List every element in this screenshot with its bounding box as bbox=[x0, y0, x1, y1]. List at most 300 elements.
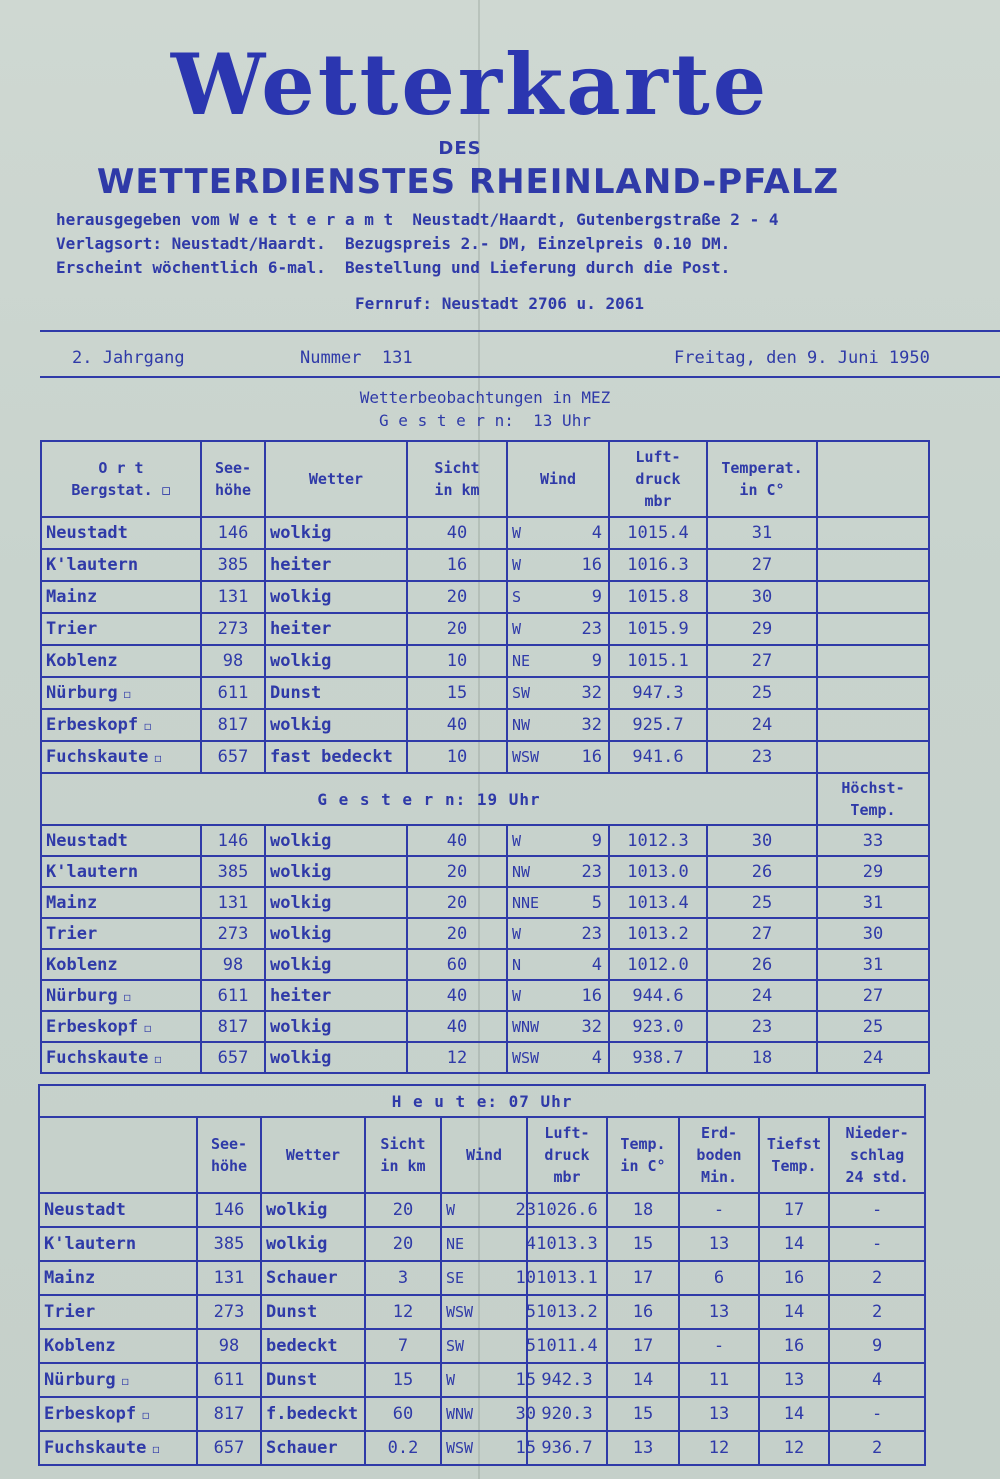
wind-speed: 15 bbox=[515, 1370, 536, 1390]
temperature-cell: 18 bbox=[607, 1193, 679, 1227]
station-name bbox=[41, 887, 201, 918]
table-row bbox=[41, 613, 929, 645]
visibility-cell: 3 bbox=[365, 1261, 441, 1295]
elevation-cell: 273 bbox=[197, 1295, 261, 1329]
wind-speed: 4 bbox=[591, 1047, 602, 1068]
nieder-cell: - bbox=[829, 1397, 925, 1431]
temperature-cell: 31 bbox=[707, 517, 817, 549]
temperature-cell: 23 bbox=[707, 741, 817, 773]
table-row bbox=[39, 1363, 925, 1397]
visibility-cell: 10 bbox=[407, 645, 507, 677]
elevation-cell: 146 bbox=[201, 825, 265, 856]
wind-cell bbox=[507, 645, 609, 677]
hoechst-cell: 24 bbox=[817, 1042, 929, 1073]
pressure-cell: 1012.0 bbox=[609, 949, 707, 980]
pressure-cell: 944.6 bbox=[609, 980, 707, 1011]
station-name bbox=[41, 856, 201, 887]
visibility-cell: 10 bbox=[407, 741, 507, 773]
visibility-cell: 40 bbox=[407, 1011, 507, 1042]
observations-heading: Wetterbeobachtungen in MEZ bbox=[359, 388, 611, 407]
weather-cell: Dunst bbox=[261, 1295, 365, 1329]
temperature-cell: 26 bbox=[707, 856, 817, 887]
wind-cell bbox=[441, 1227, 536, 1261]
station-name bbox=[39, 1193, 197, 1227]
visibility-cell: 0.2 bbox=[365, 1431, 441, 1465]
visibility-cell: 20 bbox=[407, 887, 507, 918]
wind-speed: 32 bbox=[581, 715, 602, 735]
wind-cell bbox=[507, 709, 609, 741]
col-ort-line1: O r t bbox=[98, 459, 144, 477]
wind-cell bbox=[507, 949, 609, 980]
empty-cell bbox=[817, 645, 929, 677]
wind-direction: W bbox=[512, 524, 522, 542]
station-label: Mainz bbox=[46, 587, 98, 607]
temperature-cell: 27 bbox=[707, 645, 817, 677]
page-title: Wetterkarte bbox=[170, 35, 770, 134]
phone-line: Fernruf: Neustadt 2706 u. 2061 bbox=[355, 294, 644, 313]
pressure-cell: 923.0 bbox=[609, 1011, 707, 1042]
wind-direction: W bbox=[512, 986, 522, 1005]
wind-direction: S bbox=[512, 588, 522, 606]
pressure-cell: 1026.6 bbox=[527, 1193, 607, 1227]
weather-cell: wolkig bbox=[265, 918, 407, 949]
col-seehoehe: See- höhe bbox=[201, 441, 265, 517]
wind-speed: 16 bbox=[581, 985, 602, 1006]
station-label: Fuchskaute bbox=[44, 1438, 147, 1458]
erd-cell: 6 bbox=[679, 1261, 759, 1295]
elevation-cell: 146 bbox=[197, 1193, 261, 1227]
station-label: Koblenz bbox=[46, 954, 118, 975]
nieder-cell: - bbox=[829, 1227, 925, 1261]
station-name bbox=[41, 825, 201, 856]
pressure-cell: 947.3 bbox=[609, 677, 707, 709]
station-name bbox=[41, 709, 201, 741]
erd-cell: 13 bbox=[679, 1227, 759, 1261]
table-row bbox=[41, 709, 929, 741]
hoechst-cell: 27 bbox=[817, 980, 929, 1011]
wind-direction: SW bbox=[446, 1337, 465, 1355]
wind-speed: 16 bbox=[581, 747, 602, 767]
wind-cell bbox=[441, 1329, 536, 1363]
station-label: Neustadt bbox=[46, 830, 128, 851]
hoechst-cell: 29 bbox=[817, 856, 929, 887]
mountain-station-marker: ◻ bbox=[144, 1020, 152, 1035]
col-wetter: Wetter bbox=[265, 441, 407, 517]
col3-wind: Wind bbox=[441, 1117, 527, 1193]
wind-cell bbox=[441, 1261, 536, 1295]
elevation-cell: 817 bbox=[201, 709, 265, 741]
station-name bbox=[41, 1011, 201, 1042]
wind-cell bbox=[507, 918, 609, 949]
wind-speed: 23 bbox=[581, 861, 602, 882]
wind-direction: WSW bbox=[512, 748, 540, 766]
page-subtitle: WETTERDIENSTES RHEINLAND-PFALZ bbox=[96, 162, 840, 202]
wind-cell bbox=[507, 677, 609, 709]
pressure-cell: 1013.3 bbox=[527, 1227, 607, 1261]
nieder-cell: 2 bbox=[829, 1431, 925, 1465]
hoechst-cell: 30 bbox=[817, 918, 929, 949]
station-name bbox=[41, 613, 201, 645]
station-name bbox=[39, 1261, 197, 1295]
station-name bbox=[41, 1042, 201, 1073]
visibility-cell: 40 bbox=[407, 980, 507, 1011]
wind-speed: 23 bbox=[515, 1200, 536, 1220]
weather-cell: heiter bbox=[265, 980, 407, 1011]
mountain-station-marker: ◻ bbox=[123, 989, 131, 1004]
table-row bbox=[39, 1227, 925, 1261]
visibility-cell: 60 bbox=[365, 1397, 441, 1431]
wind-direction: W bbox=[512, 831, 522, 850]
station-label: Trier bbox=[46, 923, 98, 944]
rule-top bbox=[40, 330, 1000, 332]
elevation-cell: 611 bbox=[201, 677, 265, 709]
weather-cell: bedeckt bbox=[261, 1329, 365, 1363]
temperature-cell: 30 bbox=[707, 581, 817, 613]
wind-speed: 5 bbox=[525, 1336, 536, 1356]
temperature-cell: 27 bbox=[707, 918, 817, 949]
weather-cell: heiter bbox=[265, 613, 407, 645]
col3-niederschlag: Nieder- schlag 24 std. bbox=[829, 1117, 925, 1193]
weather-cell: fast bedeckt bbox=[265, 741, 407, 773]
station-label: Nürburg bbox=[44, 1370, 116, 1390]
weather-cell: heiter bbox=[265, 549, 407, 581]
wind-cell bbox=[507, 887, 609, 918]
visibility-cell: 16 bbox=[407, 549, 507, 581]
elevation-cell: 146 bbox=[201, 517, 265, 549]
temperature-cell: 14 bbox=[607, 1363, 679, 1397]
temperature-cell: 29 bbox=[707, 613, 817, 645]
elevation-cell: 657 bbox=[197, 1431, 261, 1465]
elevation-cell: 98 bbox=[201, 949, 265, 980]
wind-direction: W bbox=[512, 620, 522, 638]
mountain-station-marker: ◻ bbox=[121, 1374, 129, 1388]
weather-cell: Dunst bbox=[265, 677, 407, 709]
table-row bbox=[39, 1397, 925, 1431]
empty-cell bbox=[817, 581, 929, 613]
weather-cell: wolkig bbox=[261, 1227, 365, 1261]
wind-speed: 5 bbox=[525, 1302, 536, 1322]
wind-direction: NE bbox=[446, 1235, 465, 1253]
wind-direction: WSW bbox=[446, 1439, 474, 1457]
pressure-cell: 1013.2 bbox=[609, 918, 707, 949]
weather-cell: wolkig bbox=[265, 949, 407, 980]
wind-speed: 15 bbox=[515, 1438, 536, 1458]
pressure-cell: 1016.3 bbox=[609, 549, 707, 581]
empty-cell bbox=[817, 709, 929, 741]
col3-ort bbox=[39, 1117, 197, 1193]
hoechst-cell: 33 bbox=[817, 825, 929, 856]
wind-speed: 5 bbox=[591, 892, 602, 913]
weather-cell: wolkig bbox=[265, 1042, 407, 1073]
station-label: Trier bbox=[44, 1302, 96, 1322]
wind-cell bbox=[507, 741, 609, 773]
wind-speed: 23 bbox=[581, 923, 602, 944]
visibility-cell: 40 bbox=[407, 709, 507, 741]
jahrgang: 2. Jahrgang bbox=[72, 348, 185, 368]
station-label: Mainz bbox=[44, 1268, 96, 1288]
wind-direction: NNE bbox=[512, 893, 540, 912]
issue-date: Freitag, den 9. Juni 1950 bbox=[674, 348, 930, 368]
table-row bbox=[41, 918, 929, 949]
pressure-cell: 1015.1 bbox=[609, 645, 707, 677]
weather-cell: wolkig bbox=[265, 581, 407, 613]
visibility-cell: 15 bbox=[407, 677, 507, 709]
visibility-cell: 20 bbox=[407, 856, 507, 887]
pressure-cell: 1015.9 bbox=[609, 613, 707, 645]
wind-cell bbox=[507, 980, 609, 1011]
station-name bbox=[41, 645, 201, 677]
hoechst-cell: 31 bbox=[817, 887, 929, 918]
wind-direction: WSW bbox=[512, 1048, 540, 1067]
station-name bbox=[39, 1295, 197, 1329]
tiefst-cell: 17 bbox=[759, 1193, 829, 1227]
pressure-cell: 936.7 bbox=[527, 1431, 607, 1465]
station-name bbox=[39, 1363, 197, 1397]
table-row bbox=[41, 949, 929, 980]
station-name bbox=[39, 1397, 197, 1431]
erd-cell: - bbox=[679, 1329, 759, 1363]
table-row bbox=[41, 1011, 929, 1042]
wind-cell bbox=[441, 1397, 536, 1431]
elevation-cell: 611 bbox=[201, 980, 265, 1011]
publisher-line-2: Verlagsort: Neustadt/Haardt. Bezugspreis 2.- DM, Einzelpreis 0.10 DM. bbox=[56, 234, 731, 253]
wind-speed: 32 bbox=[581, 683, 602, 703]
wind-cell bbox=[507, 581, 609, 613]
table-row bbox=[41, 856, 929, 887]
elevation-cell: 611 bbox=[197, 1363, 261, 1397]
temperature-cell: 17 bbox=[607, 1329, 679, 1363]
wind-direction: WNW bbox=[512, 1017, 540, 1036]
station-label: Nürburg bbox=[46, 985, 118, 1006]
station-name bbox=[39, 1431, 197, 1465]
pressure-cell: 938.7 bbox=[609, 1042, 707, 1073]
temperature-cell: 25 bbox=[707, 887, 817, 918]
station-name bbox=[41, 980, 201, 1011]
col3-sicht: Sicht in km bbox=[365, 1117, 441, 1193]
pressure-cell: 1011.4 bbox=[527, 1329, 607, 1363]
elevation-cell: 657 bbox=[201, 741, 265, 773]
temperature-cell: 15 bbox=[607, 1227, 679, 1261]
weather-cell: wolkig bbox=[265, 825, 407, 856]
wind-cell bbox=[441, 1363, 536, 1397]
erd-cell: 12 bbox=[679, 1431, 759, 1465]
pressure-cell: 1013.1 bbox=[527, 1261, 607, 1295]
weather-cell: wolkig bbox=[265, 887, 407, 918]
wind-speed: 10 bbox=[515, 1268, 536, 1288]
tiefst-cell: 12 bbox=[759, 1431, 829, 1465]
wind-direction: N bbox=[512, 955, 522, 974]
visibility-cell: 40 bbox=[407, 517, 507, 549]
wind-speed: 16 bbox=[581, 555, 602, 575]
station-label: K'lautern bbox=[46, 861, 139, 882]
pressure-cell: 1013.2 bbox=[527, 1295, 607, 1329]
table-row bbox=[39, 1193, 925, 1227]
weather-cell: Dunst bbox=[261, 1363, 365, 1397]
wind-direction: NW bbox=[512, 862, 531, 881]
weather-cell: Schauer bbox=[261, 1261, 365, 1295]
empty-cell bbox=[817, 613, 929, 645]
weather-cell: f.bedeckt bbox=[261, 1397, 365, 1431]
station-name bbox=[39, 1227, 197, 1261]
wind-speed: 32 bbox=[581, 1016, 602, 1037]
station-name bbox=[39, 1329, 197, 1363]
col3-seehoehe: See- höhe bbox=[197, 1117, 261, 1193]
visibility-cell: 15 bbox=[365, 1363, 441, 1397]
station-label: Nürburg bbox=[46, 683, 118, 703]
temperature-cell: 13 bbox=[607, 1431, 679, 1465]
weather-cell: wolkig bbox=[261, 1193, 365, 1227]
wind-cell bbox=[507, 549, 609, 581]
col-empty bbox=[817, 441, 929, 517]
station-label: Erbeskopf bbox=[44, 1404, 137, 1424]
visibility-cell: 12 bbox=[407, 1042, 507, 1073]
elevation-cell: 131 bbox=[201, 581, 265, 613]
wind-direction: SE bbox=[446, 1269, 465, 1287]
col3-erdboden: Erd- boden Min. bbox=[679, 1117, 759, 1193]
col3-wetter: Wetter bbox=[261, 1117, 365, 1193]
hoechst-cell: 31 bbox=[817, 949, 929, 980]
weather-cell: wolkig bbox=[265, 709, 407, 741]
wind-cell bbox=[441, 1431, 536, 1465]
temperature-cell: 15 bbox=[607, 1397, 679, 1431]
nieder-cell: 2 bbox=[829, 1261, 925, 1295]
table-row bbox=[41, 517, 929, 549]
elevation-cell: 273 bbox=[201, 918, 265, 949]
col-wind: Wind bbox=[507, 441, 609, 517]
visibility-cell: 60 bbox=[407, 949, 507, 980]
wind-cell bbox=[507, 1011, 609, 1042]
section3-heading: H e u t e: 07 Uhr bbox=[39, 1085, 925, 1117]
temperature-cell: 25 bbox=[707, 677, 817, 709]
temperature-cell: 30 bbox=[707, 825, 817, 856]
visibility-cell: 20 bbox=[407, 581, 507, 613]
mountain-station-marker: ◻ bbox=[142, 1408, 150, 1422]
col3-luftdruck: Luft- druck mbr bbox=[527, 1117, 607, 1193]
mountain-station-marker: ◻ bbox=[144, 719, 152, 733]
station-name bbox=[41, 949, 201, 980]
station-label: Koblenz bbox=[44, 1336, 116, 1356]
station-label: Trier bbox=[46, 619, 98, 639]
temperature-cell: 18 bbox=[707, 1042, 817, 1073]
table-gestern bbox=[40, 440, 930, 1074]
temperature-cell: 23 bbox=[707, 1011, 817, 1042]
empty-cell bbox=[817, 741, 929, 773]
wind-speed: 23 bbox=[581, 619, 602, 639]
table-row bbox=[41, 887, 929, 918]
temperature-cell: 24 bbox=[707, 980, 817, 1011]
wind-direction: W bbox=[512, 556, 522, 574]
weather-cell: wolkig bbox=[265, 517, 407, 549]
tiefst-cell: 14 bbox=[759, 1397, 829, 1431]
station-label: Neustadt bbox=[46, 523, 128, 543]
weather-cell: Schauer bbox=[261, 1431, 365, 1465]
wind-speed: 9 bbox=[591, 587, 602, 607]
table-row bbox=[41, 549, 929, 581]
table-row bbox=[41, 645, 929, 677]
mountain-station-marker: ◻ bbox=[154, 751, 162, 765]
mountain-station-marker: ◻ bbox=[154, 1051, 162, 1066]
station-name bbox=[41, 549, 201, 581]
elevation-cell: 817 bbox=[197, 1397, 261, 1431]
table-row bbox=[41, 980, 929, 1011]
table-row bbox=[41, 741, 929, 773]
nieder-cell: 4 bbox=[829, 1363, 925, 1397]
table-row bbox=[39, 1329, 925, 1363]
nieder-cell: 2 bbox=[829, 1295, 925, 1329]
wind-speed: 4 bbox=[525, 1234, 536, 1254]
wind-cell bbox=[507, 856, 609, 887]
erd-cell: 13 bbox=[679, 1295, 759, 1329]
elevation-cell: 131 bbox=[201, 887, 265, 918]
wind-cell bbox=[507, 1042, 609, 1073]
weather-cell: wolkig bbox=[265, 645, 407, 677]
elevation-cell: 98 bbox=[201, 645, 265, 677]
visibility-cell: 20 bbox=[407, 613, 507, 645]
col-hoechst: Höchst- Temp. bbox=[817, 773, 929, 825]
station-name bbox=[41, 677, 201, 709]
tiefst-cell: 16 bbox=[759, 1329, 829, 1363]
visibility-cell: 20 bbox=[407, 918, 507, 949]
station-label: Neustadt bbox=[44, 1200, 126, 1220]
pressure-cell: 1012.3 bbox=[609, 825, 707, 856]
elevation-cell: 273 bbox=[201, 613, 265, 645]
empty-cell bbox=[817, 549, 929, 581]
hoechst-cell: 25 bbox=[817, 1011, 929, 1042]
pressure-cell: 1015.8 bbox=[609, 581, 707, 613]
elevation-cell: 131 bbox=[197, 1261, 261, 1295]
elevation-cell: 385 bbox=[197, 1227, 261, 1261]
elevation-cell: 98 bbox=[197, 1329, 261, 1363]
wind-direction: SW bbox=[512, 684, 531, 702]
nieder-cell: - bbox=[829, 1193, 925, 1227]
station-label: K'lautern bbox=[46, 555, 139, 575]
elevation-cell: 657 bbox=[201, 1042, 265, 1073]
wind-cell bbox=[441, 1193, 536, 1227]
visibility-cell: 40 bbox=[407, 825, 507, 856]
station-label: Fuchskaute bbox=[46, 747, 149, 767]
publisher-line-3: Erscheint wöchentlich 6-mal. Bestellung und Lieferung durch die Post. bbox=[56, 258, 731, 277]
wind-cell bbox=[507, 517, 609, 549]
weather-cell: wolkig bbox=[265, 856, 407, 887]
table-row bbox=[41, 1042, 929, 1073]
table-row bbox=[39, 1431, 925, 1465]
col-ort bbox=[41, 441, 201, 517]
table-row bbox=[41, 581, 929, 613]
empty-cell bbox=[817, 677, 929, 709]
wind-direction: NW bbox=[512, 716, 531, 734]
rule-bottom bbox=[40, 376, 1000, 378]
wind-direction: NE bbox=[512, 652, 531, 670]
station-label: Erbeskopf bbox=[46, 1016, 139, 1037]
title-des: DES bbox=[438, 138, 482, 159]
wind-speed: 4 bbox=[591, 954, 602, 975]
section1-heading: G e s t e r n: 13 Uhr bbox=[379, 411, 591, 430]
wind-speed: 30 bbox=[515, 1404, 536, 1424]
section2-heading: G e s t e r n: 19 Uhr bbox=[41, 773, 817, 825]
pressure-cell: 941.6 bbox=[609, 741, 707, 773]
elevation-cell: 385 bbox=[201, 549, 265, 581]
empty-cell bbox=[817, 517, 929, 549]
wind-speed: 9 bbox=[591, 651, 602, 671]
wind-cell bbox=[441, 1295, 536, 1329]
visibility-cell: 20 bbox=[365, 1193, 441, 1227]
table-row bbox=[39, 1295, 925, 1329]
pressure-cell: 920.3 bbox=[527, 1397, 607, 1431]
pressure-cell: 1013.0 bbox=[609, 856, 707, 887]
table-row bbox=[41, 677, 929, 709]
temperature-cell: 27 bbox=[707, 549, 817, 581]
weather-cell: wolkig bbox=[265, 1011, 407, 1042]
